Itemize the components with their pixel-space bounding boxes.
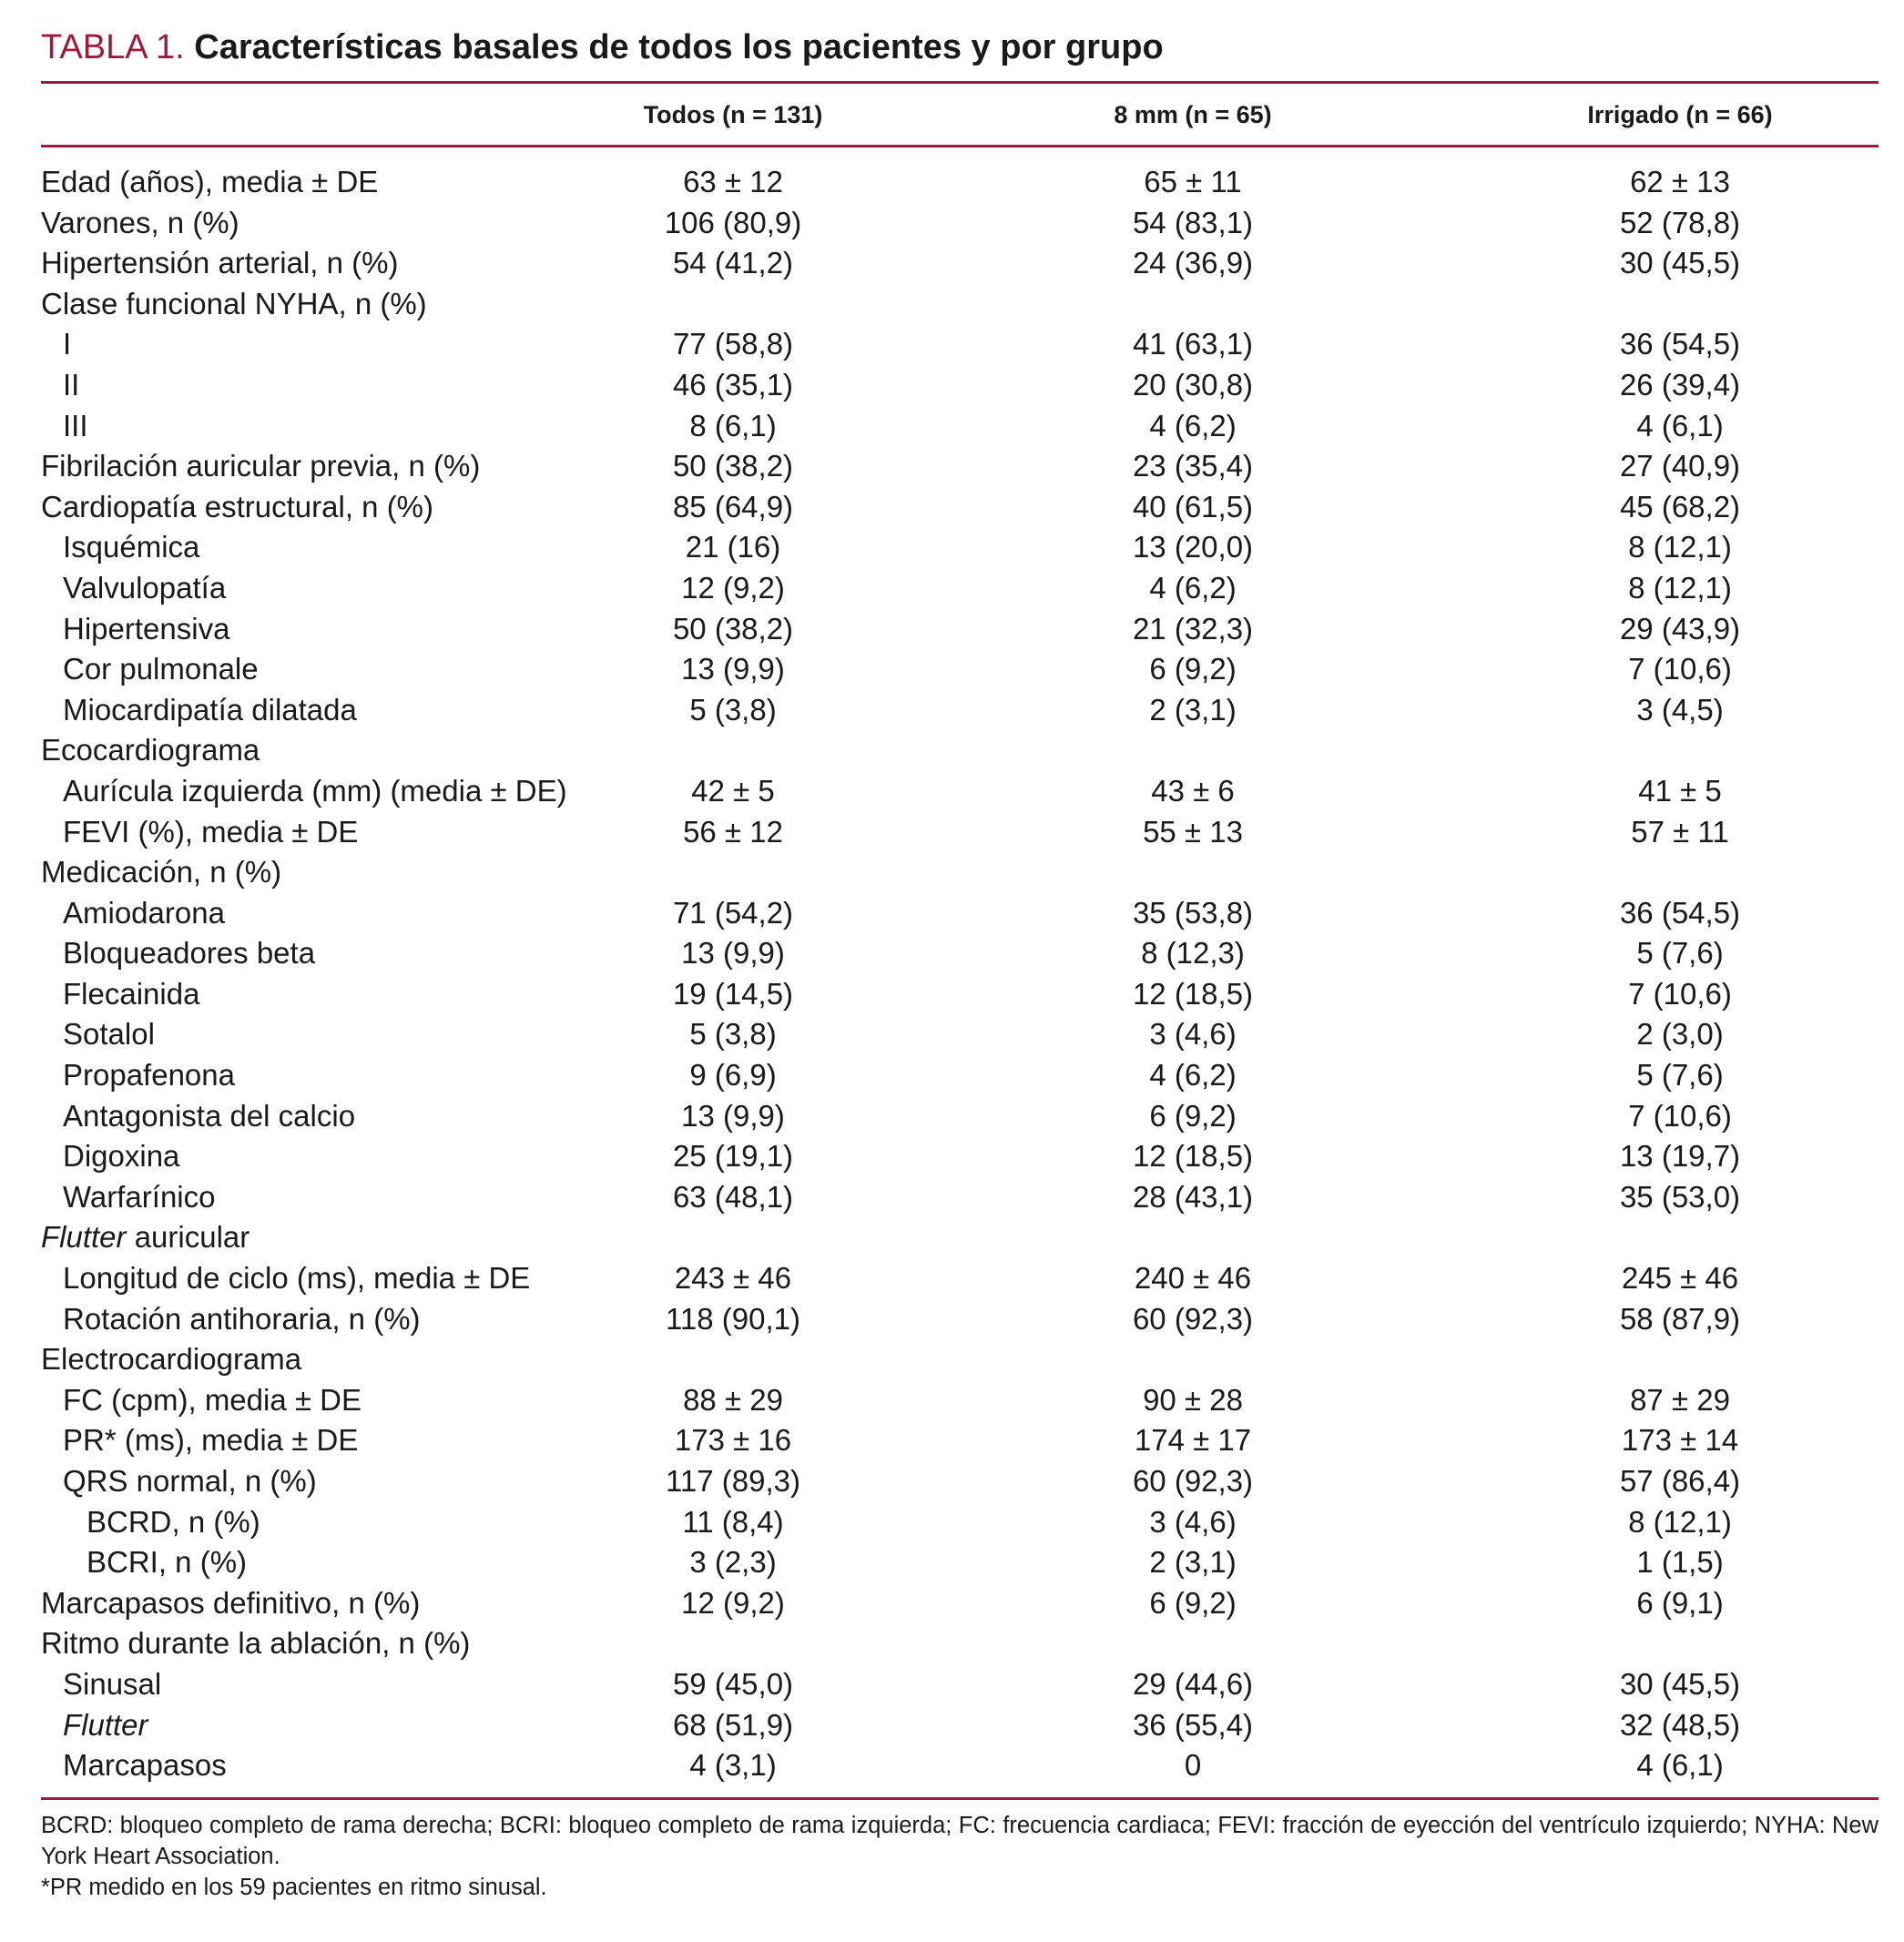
row-value-1: 12 (9,2) — [681, 570, 785, 605]
row-value-3: 36 (54,5) — [1619, 327, 1741, 361]
row-value-2: 4 (6,2) — [1149, 408, 1237, 442]
row-value-2: 8 (12,3) — [1141, 936, 1245, 971]
table-row — [41, 284, 1879, 325]
table-row — [41, 649, 1879, 690]
row-value-3: 45 (68,2) — [1619, 489, 1741, 524]
row-value-1: 13 (9,9) — [681, 652, 785, 686]
table-row — [41, 1136, 1879, 1177]
row-label: Longitud de ciclo (ms), media ± DE — [63, 1261, 531, 1296]
row-value-3: 7 (10,6) — [1628, 1098, 1732, 1133]
row-value-3: 58 (87,9) — [1619, 1301, 1741, 1336]
row-label: Rotación antihoraria, n (%) — [63, 1301, 421, 1336]
column-header-irrigado: Irrigado (n = 66) — [1587, 101, 1773, 128]
row-value-2: 240 ± 46 — [1134, 1261, 1252, 1296]
row-label: Marcapasos definitivo, n (%) — [41, 1585, 421, 1620]
row-value-3: 30 (45,5) — [1619, 1666, 1741, 1701]
row-value-2: 43 ± 6 — [1151, 773, 1235, 808]
table-row — [41, 812, 1879, 853]
row-value-2: 20 (30,8) — [1132, 367, 1254, 402]
row-label: Cor pulmonale — [63, 652, 259, 686]
row-value-1: 54 (41,2) — [672, 246, 794, 280]
row-value-3: 2 (3,0) — [1636, 1017, 1724, 1052]
table-row — [41, 1014, 1879, 1055]
row-value-1: 68 (51,9) — [672, 1707, 794, 1742]
row-value-3: 8 (12,1) — [1628, 570, 1732, 605]
table-number: TABLA 1. — [41, 28, 185, 66]
row-label: Clase funcional NYHA, n (%) — [41, 286, 427, 320]
table-row — [41, 1055, 1879, 1096]
table-row — [41, 1623, 1879, 1664]
row-label: II — [63, 367, 80, 402]
row-label-italic: Flutter — [41, 1220, 127, 1255]
row-value-3: 8 (12,1) — [1628, 1504, 1732, 1539]
table-row — [41, 893, 1879, 934]
row-value-3: 87 ± 29 — [1630, 1382, 1730, 1417]
table-row — [41, 527, 1879, 568]
row-value-1: 11 (8,4) — [682, 1504, 784, 1539]
row-value-2: 65 ± 11 — [1144, 165, 1242, 198]
row-value-3: 32 (48,5) — [1619, 1707, 1741, 1742]
row-value-2: 4 (6,2) — [1149, 1058, 1237, 1093]
row-label: I — [63, 327, 72, 361]
table-row — [41, 1258, 1879, 1299]
row-value-2: 4 (6,2) — [1149, 570, 1237, 605]
table-footnotes — [41, 1810, 1879, 1903]
row-value-1: 173 ± 16 — [674, 1423, 792, 1458]
table-row — [41, 1217, 1879, 1258]
row-value-2: 28 (43,1) — [1132, 1179, 1254, 1214]
row-value-1: 25 (19,1) — [672, 1139, 794, 1174]
row-label: Varones, n (%) — [41, 205, 239, 239]
row-label: Aurícula izquierda (mm) (media ± DE) — [63, 773, 567, 808]
row-value-3: 3 (4,5) — [1636, 692, 1724, 727]
row-value-3: 36 (54,5) — [1619, 895, 1741, 930]
row-label: Ritmo durante la ablación, n (%) — [41, 1626, 471, 1661]
table-row — [41, 406, 1879, 447]
row-value-2: 3 (4,6) — [1149, 1504, 1237, 1539]
row-value-1: 59 (45,0) — [672, 1666, 794, 1701]
row-value-1: 88 ± 29 — [683, 1382, 783, 1417]
row-label: Flecainida — [63, 976, 200, 1011]
table-row — [41, 609, 1879, 650]
row-value-2: 36 (55,4) — [1132, 1707, 1254, 1742]
row-value-3: 35 (53,0) — [1619, 1179, 1741, 1214]
row-label: Electrocardiograma — [41, 1342, 302, 1377]
row-label: Edad (años), media ± DE — [41, 165, 379, 198]
row-label: PR* (ms), media ± DE — [63, 1423, 359, 1458]
row-value-2: 6 (9,2) — [1149, 1585, 1237, 1620]
row-value-1: 85 (64,9) — [672, 489, 794, 524]
row-label: Antagonista del calcio — [63, 1098, 356, 1133]
table-row — [41, 690, 1879, 731]
table-row — [41, 852, 1879, 893]
row-label: Warfarínico — [63, 1179, 216, 1214]
footnote-abbreviations: BCRD: bloqueo completo de rama derecha; BCRI: bloqueo completo de rama izquierda; FC: frecuencia cardiaca; FEVI: fracción de eyección del ventrículo izquierdo; NYHA: New York Heart Association. — [41, 1813, 1879, 1869]
row-value-2: 60 (92,3) — [1132, 1464, 1254, 1498]
row-value-3: 29 (43,9) — [1619, 611, 1741, 646]
row-value-1: 13 (9,9) — [681, 936, 785, 971]
table-title — [41, 25, 1164, 69]
table-row — [41, 1177, 1879, 1218]
row-label: Isquémica — [63, 530, 200, 564]
row-label: FEVI (%), media ± DE — [63, 814, 359, 849]
row-label — [41, 1217, 249, 1257]
row-value-1: 118 (90,1) — [666, 1301, 800, 1336]
table-row — [41, 324, 1879, 365]
row-label: Miocardipatía dilatada — [63, 692, 357, 727]
row-value-3: 245 ± 46 — [1621, 1261, 1739, 1296]
row-value-2: 12 (18,5) — [1132, 1139, 1254, 1174]
table-row — [41, 1664, 1879, 1705]
row-value-3: 52 (78,8) — [1619, 205, 1741, 239]
top-rule — [41, 81, 1879, 84]
row-value-2: 90 ± 28 — [1143, 1382, 1243, 1417]
row-value-1: 243 ± 46 — [674, 1261, 792, 1296]
row-value-2: 21 (32,3) — [1132, 611, 1254, 646]
row-label: Valvulopatía — [63, 570, 227, 605]
table-row — [41, 1705, 1879, 1746]
row-value-2: 6 (9,2) — [1149, 652, 1237, 686]
row-value-1: 63 ± 12 — [683, 165, 783, 198]
row-label — [63, 1705, 148, 1745]
row-value-1: 9 (6,9) — [689, 1058, 777, 1093]
header-rule — [41, 145, 1879, 147]
bottom-rule — [41, 1797, 1879, 1800]
row-label: Marcapasos — [63, 1748, 227, 1783]
row-value-3: 8 (12,1) — [1628, 530, 1732, 564]
row-value-3: 57 (86,4) — [1619, 1464, 1741, 1498]
row-label: QRS normal, n (%) — [63, 1464, 317, 1498]
row-value-2: 0 — [1184, 1748, 1202, 1783]
row-label: Sinusal — [63, 1666, 162, 1701]
row-label: Propafenona — [63, 1058, 235, 1093]
row-value-1: 3 (2,3) — [689, 1545, 777, 1580]
row-value-1: 106 (80,9) — [664, 205, 802, 239]
row-value-2: 35 (53,8) — [1132, 895, 1254, 930]
row-value-1: 5 (3,8) — [689, 692, 777, 727]
row-label: Hipertensión arterial, n (%) — [41, 246, 399, 280]
row-value-3: 57 ± 11 — [1631, 814, 1729, 849]
table-row — [41, 1096, 1879, 1137]
row-label: Digoxina — [63, 1139, 180, 1174]
row-value-2: 54 (83,1) — [1132, 205, 1254, 239]
row-value-3: 5 (7,6) — [1636, 1058, 1724, 1093]
row-value-2: 41 (63,1) — [1132, 327, 1254, 361]
row-value-2: 3 (4,6) — [1149, 1017, 1237, 1052]
table-row — [41, 771, 1879, 812]
table-row — [41, 1420, 1879, 1461]
table-row — [41, 365, 1879, 406]
row-label: BCRI, n (%) — [87, 1545, 248, 1580]
table-row — [41, 730, 1879, 771]
row-value-2: 29 (44,6) — [1132, 1666, 1254, 1701]
table-row — [41, 974, 1879, 1015]
row-value-2: 60 (92,3) — [1132, 1301, 1254, 1336]
table-row — [41, 1339, 1879, 1380]
row-value-2: 2 (3,1) — [1149, 1545, 1237, 1580]
table-row — [41, 487, 1879, 528]
row-value-3: 4 (6,1) — [1636, 408, 1724, 442]
table-row — [41, 203, 1879, 244]
row-value-1: 71 (54,2) — [672, 895, 794, 930]
column-header-todos: Todos (n = 131) — [643, 101, 823, 128]
row-label: Bloqueadores beta — [63, 936, 316, 971]
row-value-1: 77 (58,8) — [672, 327, 794, 361]
row-value-1: 50 (38,2) — [672, 449, 794, 483]
table-row — [41, 162, 1879, 203]
row-value-1: 56 ± 12 — [683, 814, 783, 849]
table-row — [41, 1380, 1879, 1421]
row-label: Cardiopatía estructural, n (%) — [41, 489, 434, 524]
table-row — [41, 1542, 1879, 1583]
row-label: FC (cpm), media ± DE — [63, 1382, 361, 1417]
table-row — [41, 1299, 1879, 1340]
row-value-3: 6 (9,1) — [1636, 1585, 1724, 1620]
row-label-italic: Flutter — [63, 1707, 148, 1742]
row-value-3: 30 (45,5) — [1619, 246, 1741, 280]
row-value-1: 42 ± 5 — [691, 773, 775, 808]
row-value-1: 5 (3,8) — [689, 1017, 777, 1052]
row-value-3: 7 (10,6) — [1628, 976, 1732, 1011]
row-value-3: 173 ± 14 — [1621, 1423, 1739, 1458]
row-value-1: 19 (14,5) — [672, 976, 794, 1011]
table-row — [41, 1583, 1879, 1624]
row-value-3: 41 ± 5 — [1638, 773, 1722, 808]
table-row — [41, 933, 1879, 974]
table-caption: Características basales de todos los pacientes y por grupo — [194, 28, 1164, 66]
row-value-2: 13 (20,0) — [1132, 530, 1254, 564]
row-value-3: 1 (1,5) — [1636, 1545, 1724, 1580]
row-value-2: 23 (35,4) — [1132, 449, 1254, 483]
row-value-1: 21 (16) — [685, 530, 781, 564]
row-value-2: 55 ± 13 — [1143, 814, 1243, 849]
table-row — [41, 1502, 1879, 1543]
table-row — [41, 243, 1879, 284]
row-value-2: 24 (36,9) — [1132, 246, 1254, 280]
row-label: Sotalol — [63, 1017, 155, 1052]
row-label: Fibrilación auricular previa, n (%) — [41, 449, 481, 483]
table-body — [41, 162, 1879, 1786]
row-value-1: 12 (9,2) — [681, 1585, 785, 1620]
row-value-2: 174 ± 17 — [1134, 1423, 1252, 1458]
row-value-3: 7 (10,6) — [1628, 652, 1732, 686]
row-value-1: 46 (35,1) — [672, 367, 794, 402]
table-row — [41, 1745, 1879, 1786]
row-label: Hipertensiva — [63, 611, 230, 646]
table-row — [41, 446, 1879, 487]
row-value-2: 2 (3,1) — [1149, 692, 1237, 727]
row-label: Medicación, n (%) — [41, 855, 282, 890]
row-value-1: 50 (38,2) — [672, 611, 794, 646]
row-value-3: 26 (39,4) — [1619, 367, 1741, 402]
row-value-1: 8 (6,1) — [689, 408, 777, 442]
row-value-1: 117 (89,3) — [666, 1464, 800, 1498]
column-header-8mm: 8 mm (n = 65) — [1114, 101, 1272, 128]
row-value-1: 13 (9,9) — [681, 1098, 785, 1133]
row-value-2: 6 (9,2) — [1149, 1098, 1237, 1133]
row-value-2: 40 (61,5) — [1132, 489, 1254, 524]
row-value-3: 62 ± 13 — [1630, 165, 1730, 198]
table-row — [41, 1461, 1879, 1502]
row-value-3: 13 (19,7) — [1619, 1139, 1741, 1174]
row-value-3: 4 (6,1) — [1636, 1748, 1724, 1783]
row-value-2: 12 (18,5) — [1132, 976, 1254, 1011]
row-value-3: 27 (40,9) — [1619, 449, 1741, 483]
row-label: Amiodarona — [63, 895, 225, 930]
row-value-1: 63 (48,1) — [672, 1179, 794, 1214]
row-value-1: 4 (3,1) — [689, 1748, 777, 1783]
row-value-3: 5 (7,6) — [1636, 936, 1724, 971]
row-label: Ecocardiograma — [41, 733, 260, 768]
row-label: III — [63, 408, 88, 442]
row-label-rest: auricular — [126, 1220, 250, 1255]
footnote-pr: *PR medido en los 59 pacientes en ritmo sinusal. — [41, 1875, 547, 1900]
table-row — [41, 568, 1879, 609]
row-label: BCRD, n (%) — [87, 1504, 260, 1539]
